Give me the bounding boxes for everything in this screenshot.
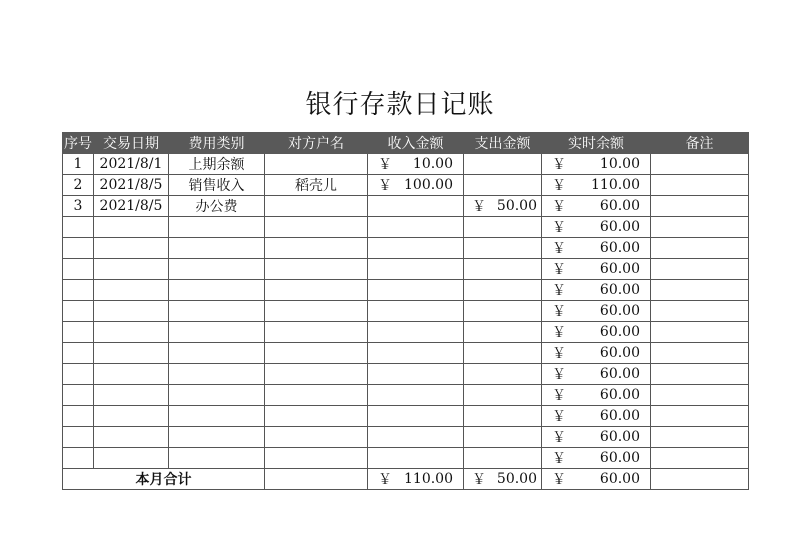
row-date[interactable] bbox=[94, 406, 169, 427]
header-row bbox=[63, 133, 749, 154]
row-income-cell[interactable] bbox=[368, 385, 464, 406]
row-date[interactable] bbox=[94, 217, 169, 238]
row-number[interactable] bbox=[63, 322, 94, 343]
row-number[interactable] bbox=[63, 238, 94, 259]
currency-symbol: ￥ bbox=[378, 178, 392, 194]
row-balance: 60.00 bbox=[599, 387, 640, 403]
row-category[interactable] bbox=[169, 448, 265, 469]
currency-symbol: ￥ bbox=[552, 220, 566, 236]
header-note: 备注 bbox=[651, 133, 749, 154]
row-party[interactable] bbox=[265, 385, 368, 406]
header-no: 序号 bbox=[63, 133, 94, 154]
currency-symbol: ￥ bbox=[378, 157, 392, 173]
table-row bbox=[63, 385, 749, 406]
ledger-body bbox=[63, 154, 749, 469]
total-income: 110.00 bbox=[404, 471, 453, 487]
row-balance: 10.00 bbox=[599, 156, 640, 172]
row-party[interactable] bbox=[265, 238, 368, 259]
table-row bbox=[63, 259, 749, 280]
row-income: 100.00 bbox=[404, 177, 453, 193]
row-expense-cell[interactable] bbox=[464, 217, 542, 238]
row-note[interactable] bbox=[651, 322, 749, 343]
row-category[interactable] bbox=[169, 301, 265, 322]
row-balance-cell[interactable] bbox=[542, 154, 651, 175]
row-income-cell[interactable] bbox=[368, 217, 464, 238]
row-balance: 60.00 bbox=[599, 303, 640, 319]
row-balance-cell[interactable] bbox=[542, 301, 651, 322]
table-row bbox=[63, 406, 749, 427]
row-party[interactable] bbox=[265, 196, 368, 217]
table-row bbox=[63, 364, 749, 385]
total-party-cell[interactable] bbox=[265, 469, 368, 490]
row-note[interactable] bbox=[651, 175, 749, 196]
row-number[interactable] bbox=[63, 427, 94, 448]
row-category[interactable] bbox=[169, 427, 265, 448]
row-income-cell[interactable] bbox=[368, 196, 464, 217]
row-number[interactable]: 1 bbox=[63, 154, 94, 175]
row-number[interactable] bbox=[63, 448, 94, 469]
row-note[interactable] bbox=[651, 259, 749, 280]
total-row bbox=[63, 469, 749, 490]
row-date[interactable] bbox=[94, 238, 169, 259]
row-balance-cell[interactable] bbox=[542, 364, 651, 385]
row-party[interactable] bbox=[265, 322, 368, 343]
row-category[interactable] bbox=[169, 280, 265, 301]
row-category[interactable]: 销售收入 bbox=[169, 175, 265, 196]
currency-symbol: ￥ bbox=[552, 451, 566, 467]
row-party[interactable] bbox=[265, 259, 368, 280]
header-category: 费用类别 bbox=[169, 133, 265, 154]
row-number[interactable] bbox=[63, 217, 94, 238]
row-balance-cell[interactable] bbox=[542, 343, 651, 364]
row-category[interactable] bbox=[169, 385, 265, 406]
row-date[interactable] bbox=[94, 448, 169, 469]
row-balance: 60.00 bbox=[599, 408, 640, 424]
row-balance: 60.00 bbox=[599, 282, 640, 298]
row-category[interactable]: 办公费 bbox=[169, 196, 265, 217]
row-expense-cell[interactable] bbox=[464, 343, 542, 364]
currency-symbol: ￥ bbox=[378, 472, 392, 488]
row-date[interactable] bbox=[94, 322, 169, 343]
table-row bbox=[63, 154, 749, 175]
row-date[interactable]: 2021/8/1 bbox=[94, 154, 169, 175]
table-row bbox=[63, 322, 749, 343]
row-expense-cell[interactable] bbox=[464, 427, 542, 448]
table-row bbox=[63, 217, 749, 238]
row-balance: 60.00 bbox=[599, 324, 640, 340]
row-balance-cell[interactable] bbox=[542, 322, 651, 343]
currency-symbol: ￥ bbox=[552, 367, 566, 383]
row-number[interactable] bbox=[63, 364, 94, 385]
currency-symbol: ￥ bbox=[552, 430, 566, 446]
row-balance: 110.00 bbox=[591, 177, 640, 193]
row-number[interactable]: 2 bbox=[63, 175, 94, 196]
table-row bbox=[63, 427, 749, 448]
currency-symbol: ￥ bbox=[472, 472, 486, 488]
total-income-cell[interactable] bbox=[368, 469, 464, 490]
row-note[interactable] bbox=[651, 343, 749, 364]
row-date[interactable]: 2021/8/5 bbox=[94, 175, 169, 196]
row-party[interactable] bbox=[265, 343, 368, 364]
row-category[interactable]: 上期余额 bbox=[169, 154, 265, 175]
row-balance-cell[interactable] bbox=[542, 217, 651, 238]
row-expense-cell[interactable] bbox=[464, 280, 542, 301]
row-note[interactable] bbox=[651, 154, 749, 175]
row-income-cell[interactable] bbox=[368, 364, 464, 385]
row-income-cell[interactable] bbox=[368, 406, 464, 427]
row-date[interactable]: 2021/8/5 bbox=[94, 196, 169, 217]
row-balance-cell[interactable] bbox=[542, 175, 651, 196]
currency-symbol: ￥ bbox=[552, 409, 566, 425]
currency-symbol: ￥ bbox=[552, 325, 566, 341]
table-row bbox=[63, 301, 749, 322]
row-expense-cell[interactable] bbox=[464, 259, 542, 280]
row-income: 10.00 bbox=[412, 156, 453, 172]
currency-symbol: ￥ bbox=[552, 346, 566, 362]
table-row bbox=[63, 280, 749, 301]
row-expense-cell[interactable] bbox=[464, 322, 542, 343]
currency-symbol: ￥ bbox=[552, 472, 566, 488]
row-balance-cell[interactable] bbox=[542, 427, 651, 448]
row-balance-cell[interactable] bbox=[542, 259, 651, 280]
row-income-cell[interactable] bbox=[368, 154, 464, 175]
currency-symbol: ￥ bbox=[552, 157, 566, 173]
row-expense-cell[interactable] bbox=[464, 238, 542, 259]
row-expense-cell[interactable] bbox=[464, 385, 542, 406]
currency-symbol: ￥ bbox=[552, 388, 566, 404]
row-expense: 50.00 bbox=[496, 198, 537, 214]
row-note[interactable] bbox=[651, 427, 749, 448]
row-income-cell[interactable] bbox=[368, 238, 464, 259]
row-date[interactable] bbox=[94, 364, 169, 385]
ledger-table bbox=[62, 132, 749, 490]
row-balance-cell[interactable] bbox=[542, 385, 651, 406]
row-category[interactable] bbox=[169, 217, 265, 238]
total-expense: 50.00 bbox=[496, 471, 537, 487]
row-income-cell[interactable] bbox=[368, 448, 464, 469]
row-note[interactable] bbox=[651, 238, 749, 259]
currency-symbol: ￥ bbox=[552, 262, 566, 278]
row-category[interactable] bbox=[169, 343, 265, 364]
row-balance-cell[interactable] bbox=[542, 196, 651, 217]
row-date[interactable] bbox=[94, 385, 169, 406]
row-expense-cell[interactable] bbox=[464, 448, 542, 469]
row-balance-cell[interactable] bbox=[542, 448, 651, 469]
total-note-cell[interactable] bbox=[651, 469, 749, 490]
row-income-cell[interactable] bbox=[368, 427, 464, 448]
row-party[interactable] bbox=[265, 301, 368, 322]
row-number[interactable] bbox=[63, 406, 94, 427]
row-date[interactable] bbox=[94, 343, 169, 364]
header-expense: 支出金额 bbox=[464, 133, 542, 154]
currency-symbol: ￥ bbox=[552, 304, 566, 320]
row-income-cell[interactable] bbox=[368, 343, 464, 364]
table-row bbox=[63, 175, 749, 196]
row-note[interactable] bbox=[651, 448, 749, 469]
currency-symbol: ￥ bbox=[552, 178, 566, 194]
row-number[interactable] bbox=[63, 280, 94, 301]
table-row bbox=[63, 343, 749, 364]
row-party[interactable] bbox=[265, 217, 368, 238]
row-party[interactable] bbox=[265, 448, 368, 469]
row-income-cell[interactable] bbox=[368, 280, 464, 301]
currency-symbol: ￥ bbox=[552, 283, 566, 299]
row-balance: 60.00 bbox=[599, 219, 640, 235]
table-row bbox=[63, 238, 749, 259]
total-balance-cell[interactable] bbox=[542, 469, 651, 490]
header-balance: 实时余额 bbox=[542, 133, 651, 154]
row-number[interactable] bbox=[63, 259, 94, 280]
row-date[interactable] bbox=[94, 280, 169, 301]
row-date[interactable] bbox=[94, 259, 169, 280]
row-expense-cell[interactable] bbox=[464, 406, 542, 427]
page-title: 银行存款日记账 bbox=[305, 90, 495, 120]
currency-symbol: ￥ bbox=[552, 199, 566, 215]
row-note[interactable] bbox=[651, 406, 749, 427]
row-income-cell[interactable] bbox=[368, 175, 464, 196]
row-party[interactable] bbox=[265, 427, 368, 448]
header-income: 收入金额 bbox=[368, 133, 464, 154]
row-category[interactable] bbox=[169, 406, 265, 427]
row-note[interactable] bbox=[651, 217, 749, 238]
row-category[interactable] bbox=[169, 238, 265, 259]
table-row bbox=[63, 448, 749, 469]
row-expense-cell[interactable] bbox=[464, 175, 542, 196]
row-income-cell[interactable] bbox=[368, 301, 464, 322]
row-note[interactable] bbox=[651, 301, 749, 322]
total-balance: 60.00 bbox=[599, 471, 640, 487]
row-expense-cell[interactable] bbox=[464, 301, 542, 322]
row-expense-cell[interactable] bbox=[464, 196, 542, 217]
total-label[interactable]: 本月合计 bbox=[63, 469, 265, 490]
row-note[interactable] bbox=[651, 364, 749, 385]
row-balance: 60.00 bbox=[599, 198, 640, 214]
row-category[interactable] bbox=[169, 259, 265, 280]
row-note[interactable] bbox=[651, 385, 749, 406]
row-party[interactable] bbox=[265, 364, 368, 385]
row-balance: 60.00 bbox=[599, 450, 640, 466]
row-balance-cell[interactable] bbox=[542, 406, 651, 427]
total-expense-cell[interactable] bbox=[464, 469, 542, 490]
row-balance: 60.00 bbox=[599, 240, 640, 256]
table-row bbox=[63, 196, 749, 217]
row-number[interactable] bbox=[63, 385, 94, 406]
row-income-cell[interactable] bbox=[368, 322, 464, 343]
header-date: 交易日期 bbox=[94, 133, 169, 154]
row-note[interactable] bbox=[651, 196, 749, 217]
row-balance: 60.00 bbox=[599, 261, 640, 277]
row-income-cell[interactable] bbox=[368, 259, 464, 280]
row-party[interactable]: 稻壳儿 bbox=[265, 175, 368, 196]
row-party[interactable] bbox=[265, 154, 368, 175]
row-date[interactable] bbox=[94, 301, 169, 322]
currency-symbol: ￥ bbox=[472, 199, 486, 215]
row-balance-cell[interactable] bbox=[542, 280, 651, 301]
row-balance-cell[interactable] bbox=[542, 238, 651, 259]
row-party[interactable] bbox=[265, 406, 368, 427]
row-expense-cell[interactable] bbox=[464, 364, 542, 385]
row-note[interactable] bbox=[651, 280, 749, 301]
row-expense-cell[interactable] bbox=[464, 154, 542, 175]
row-number[interactable] bbox=[63, 343, 94, 364]
currency-symbol: ￥ bbox=[552, 241, 566, 257]
row-balance: 60.00 bbox=[599, 366, 640, 382]
header-party: 对方户名 bbox=[265, 133, 368, 154]
row-balance: 60.00 bbox=[599, 345, 640, 361]
row-category[interactable] bbox=[169, 364, 265, 385]
row-date[interactable] bbox=[94, 427, 169, 448]
row-category[interactable] bbox=[169, 322, 265, 343]
row-party[interactable] bbox=[265, 280, 368, 301]
row-number[interactable] bbox=[63, 301, 94, 322]
row-balance: 60.00 bbox=[599, 429, 640, 445]
row-number[interactable]: 3 bbox=[63, 196, 94, 217]
